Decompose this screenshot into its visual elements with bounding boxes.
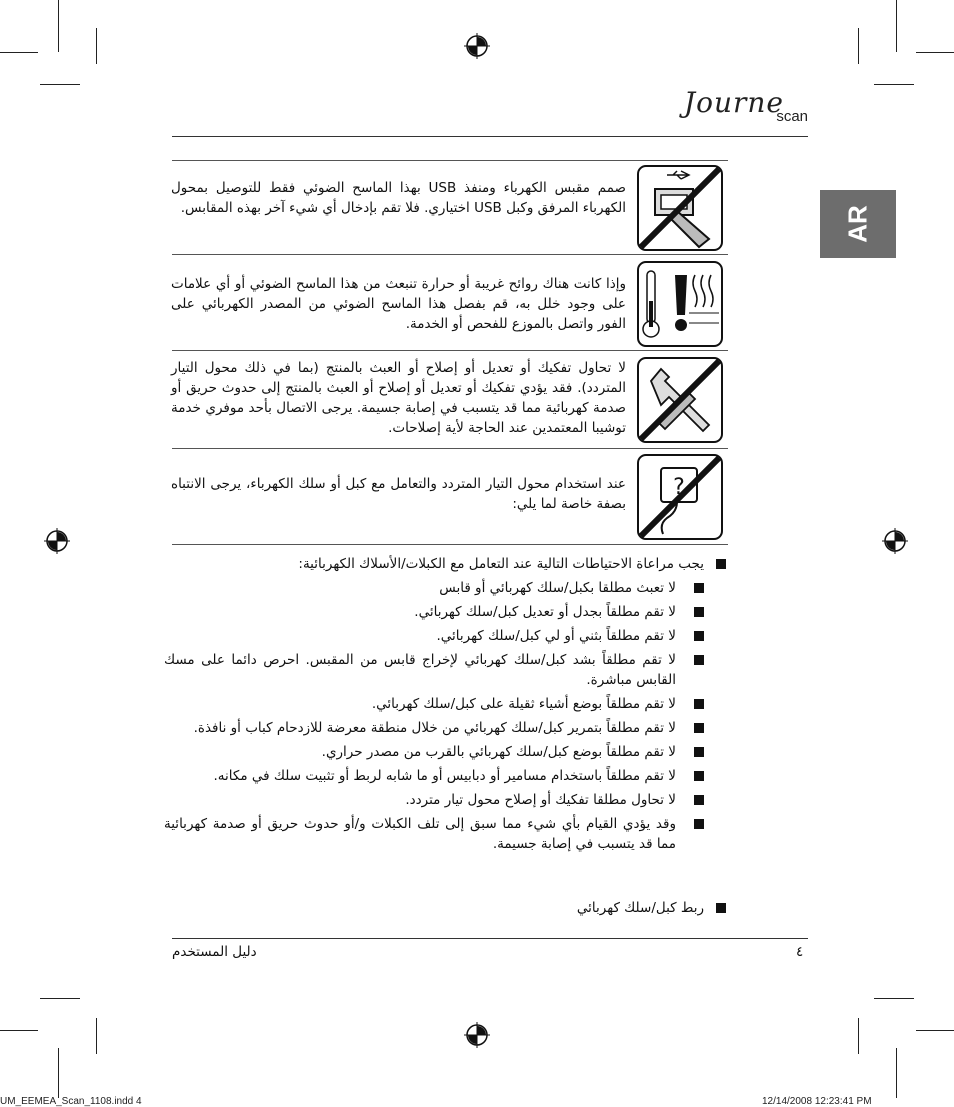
- list-item: [164, 766, 704, 786]
- main-bullet-text: يجب مراعاة الاحتياطات التالية عند التعامل مع الكبلات/الأسلاك الكهربائية:: [298, 556, 704, 572]
- section-rule: [172, 350, 728, 351]
- list-item: [164, 694, 704, 714]
- sub-bullet-text: لا تقم مطلقاً بوضع أشياء ثقيلة على كبل/سلك كهربائي.: [371, 696, 676, 712]
- registration-mark-icon: [44, 528, 70, 554]
- sub-bullet-text: لا تحاول مطلقا تفكيك أو إصلاح محول تيار متردد.: [405, 792, 676, 808]
- no-tools-icon: [637, 357, 723, 443]
- registration-mark-icon: [882, 528, 908, 554]
- bullet-square-icon: [694, 819, 704, 829]
- precautions-list: [166, 554, 726, 578]
- crop-mark: [0, 52, 38, 53]
- sub-bullet-text: لا تقم مطلقاً بوضع كبل/سلك كهربائي بالقرب من مصدر حراري.: [321, 744, 676, 760]
- footer-rule: [172, 938, 808, 939]
- last-bullet-text: ربط كبل/سلك كهربائي: [576, 900, 704, 916]
- list-item: [164, 814, 704, 854]
- crop-mark: [858, 1018, 859, 1054]
- list-item: [164, 626, 704, 646]
- bullet-square-icon: [694, 655, 704, 665]
- slug-file-name: UM_EEMEA_Scan_1108.indd 4: [0, 1096, 142, 1107]
- crop-mark: [874, 84, 914, 85]
- sub-bullet-text: لا تقم مطلقاً بتمرير كبل/سلك كهربائي من خلال منطقة معرضة للازدحام كباب أو نافذة.: [193, 720, 676, 736]
- brand-logo: [683, 86, 810, 136]
- crop-mark: [896, 0, 897, 52]
- slug-timestamp: 12/14/2008 12:23:41 PM: [762, 1096, 872, 1107]
- sub-bullet-text: لا تقم مطلقاً بشد كبل/سلك كهربائي لإخراج قابس من المقبس. احرص دائما على مسك القابس مباشرة.: [164, 652, 676, 688]
- warning-heat-text: وإذا كانت هناك روائح غريبة أو حرارة تنبعث من هذا الماسح الضوئي أو أي علامات على وجود خلل به، قم بفصل هذا الماسح الضوئي من المصدر الكهربائي على الفور واتصل بالموزع للفحص أو الخدمة.: [171, 276, 626, 332]
- crop-mark: [40, 84, 80, 85]
- bullet-square-icon: [694, 699, 704, 709]
- bullet-square-icon: [694, 583, 704, 593]
- list-item: [164, 602, 704, 622]
- list-item: [166, 554, 726, 574]
- bullet-square-icon: [716, 559, 726, 569]
- sub-bullet-text: وقد يؤدي القيام بأي شيء مما سبق إلى تلف الكبلات و/أو حدوث حريق أو صدمة كهربائية مما قد يتسبب في إصابة جسيمة.: [164, 816, 676, 852]
- heat-warning-icon: [637, 261, 723, 347]
- crop-mark: [858, 28, 859, 64]
- crop-mark: [58, 1048, 59, 1098]
- brand-logo-scan: scan: [776, 108, 808, 125]
- bullet-square-icon: [694, 631, 704, 641]
- section-rule: [172, 544, 728, 545]
- list-item: [164, 790, 704, 810]
- list-item: [164, 718, 704, 738]
- bullet-square-icon: [694, 771, 704, 781]
- section-rule: [172, 160, 728, 161]
- footer-manual-title: دليل المستخدم: [172, 944, 257, 960]
- sub-bullet-text: لا تقم مطلقاً بثني أو لي كبل/سلك كهربائي.: [436, 628, 676, 644]
- bullet-square-icon: [716, 903, 726, 913]
- brand-logo-script: Journe: [683, 86, 784, 119]
- crop-mark: [916, 52, 954, 53]
- bullet-square-icon: [694, 795, 704, 805]
- usb-port-prohibited-icon: [637, 165, 723, 251]
- crop-mark: [896, 1048, 897, 1098]
- bullet-square-icon: [694, 747, 704, 757]
- cable-sub-list: [164, 578, 704, 858]
- sub-bullet-text: لا تقم مطلقاً باستخدام مسامير أو دبابيس أو ما شابه لربط أو تثبيت سلك في مكانه.: [213, 768, 676, 784]
- crop-mark: [96, 28, 97, 64]
- registration-mark-icon: [464, 1022, 490, 1048]
- warning-tools-text: لا تحاول تفكيك أو تعديل أو إصلاح أو العبث بالمنتج (بما في ذلك محول التيار المتردد). فقد يؤدي تفكيك أو تعديل أو إصلاح أو العبث بالمنتج إلى حدوث حريق أو صدمة كهربائية مما قد يتسبب في إصابة جسيمة. يرجى الاتصال بأحد موفري خدمة توشيبا المعتمدين عند الحاجة لأية إصلاحات.: [171, 360, 626, 436]
- connect-cable-list: [166, 898, 726, 922]
- list-item: [166, 898, 726, 918]
- crop-mark: [40, 998, 80, 999]
- sub-bullet-text: لا تعبث مطلقا بكبل/سلك كهربائي أو قابس: [439, 580, 676, 596]
- ac-adapter-question-icon: [637, 454, 723, 540]
- warning-usb-text: صمم مقبس الكهرباء ومنفذ USB بهذا الماسح الضوئي فقط للتوصيل بمحول الكهرباء المرفق وكبل USB اختياري. فلا تقم بإدخال أي شيء آخر بهذه المقابس.: [171, 180, 626, 216]
- section-rule: [172, 254, 728, 255]
- list-item: [164, 742, 704, 762]
- language-tab-label: AR: [842, 205, 873, 243]
- section-rule: [172, 448, 728, 449]
- header-rule: [172, 136, 808, 137]
- crop-mark: [58, 0, 59, 52]
- crop-mark: [96, 1018, 97, 1054]
- warning-adapter-text: عند استخدام محول التيار المتردد والتعامل مع كبل أو سلك الكهرباء، يرجى الانتباه بصفة خاصة لما يلي:: [171, 476, 626, 512]
- bullet-square-icon: [694, 607, 704, 617]
- crop-mark: [0, 1030, 38, 1031]
- svg-text:?: ?: [673, 475, 685, 500]
- bullet-square-icon: [694, 723, 704, 733]
- list-item: [164, 578, 704, 598]
- registration-mark-icon: [464, 33, 490, 59]
- page-number: ٤: [796, 944, 804, 960]
- crop-mark: [916, 1030, 954, 1031]
- sub-bullet-text: لا تقم مطلقاً بجدل أو تعديل كبل/سلك كهربائي.: [414, 604, 676, 620]
- crop-mark: [874, 998, 914, 999]
- language-tab: [820, 190, 896, 258]
- list-item: [164, 650, 704, 690]
